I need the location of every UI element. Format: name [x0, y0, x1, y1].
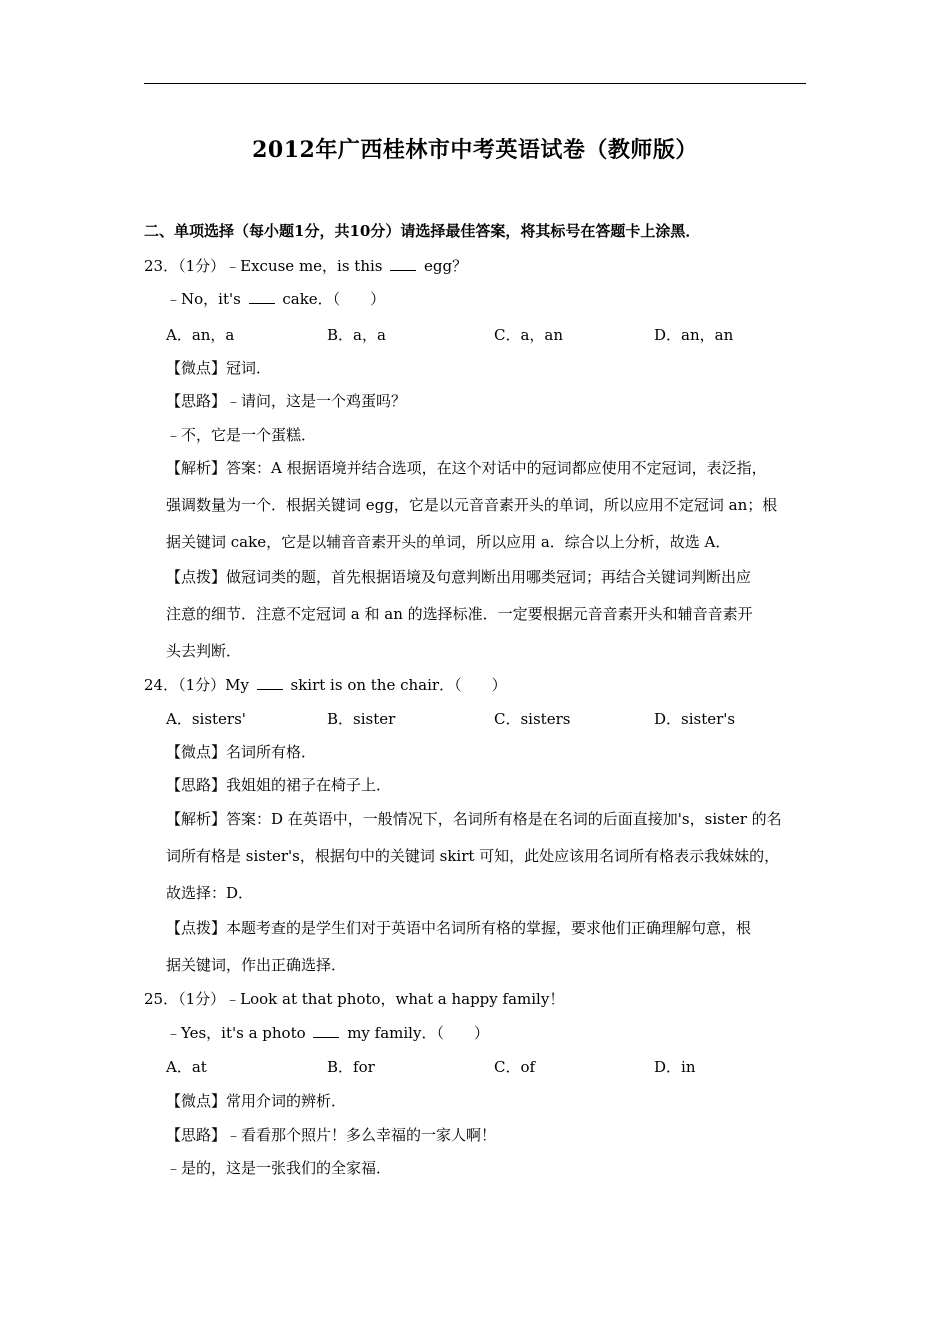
q24-line1 — [144, 675, 507, 695]
q25-option-a: A．at — [166, 1058, 207, 1076]
q25-option-b: B．for — [327, 1058, 375, 1076]
q25-option-c: C．of — [494, 1058, 536, 1076]
q23-line2 — [166, 289, 385, 309]
q25-line2-pre: ﹣Yes，it's a photo — [166, 1024, 311, 1042]
q23-jiexi-2: 强调数量为一个．根据关键词 egg，它是以元音音素开头的单词，所以应用不定冠词 an；根 — [166, 496, 778, 514]
q23-blank-1 — [390, 256, 416, 271]
q24-weidian: 【微点】名词所有格． — [166, 743, 317, 761]
q24-dianbo-2: 据关键词，作出正确选择． — [166, 956, 347, 974]
q23-option-a: A．an，a — [166, 326, 235, 344]
q23-line1-pre: 23．（1分）﹣Excuse me，is this — [144, 257, 388, 275]
q23-line2-post: cake．（ ） — [277, 290, 386, 308]
q24-jiexi-1: 【解析】答案：D 在英语中，一般情况下，名词所有格是在名词的后面直接加's，sister 的名 — [166, 810, 782, 828]
q24-dianbo-1: 【点拨】本题考查的是学生们对于英语中名词所有格的掌握，要求他们正确理解句意，根 — [166, 919, 752, 937]
q23-silu-2: ﹣不，它是一个蛋糕． — [166, 426, 317, 444]
q23-option-d: D．an，an — [654, 326, 734, 344]
q25-line2-post: my family．（ ） — [342, 1024, 489, 1042]
q23-jiexi-3: 据关键词 cake，它是以辅音音素开头的单词，所以应用 a．综合以上分析，故选 A． — [166, 533, 731, 551]
q23-option-c: C．a，an — [494, 326, 564, 344]
q24-jiexi-3: 故选择：D． — [166, 884, 254, 902]
q25-silu-1: 【思路】﹣看看那个照片！多么幸福的一家人啊！ — [166, 1126, 497, 1144]
q25-line2 — [166, 1023, 489, 1043]
q25-silu-2: ﹣是的，这是一张我们的全家福． — [166, 1159, 392, 1177]
q23-blank-2 — [249, 289, 275, 304]
q23-dianbo-3: 头去判断． — [166, 642, 242, 660]
q23-dianbo-2: 注意的细节．注意不定冠词 a 和 an 的选择标准．一定要根据元音音素开头和辅音音素开 — [166, 605, 753, 623]
section-header: 二、单项选择（每小题1分，共10分）请选择最佳答案，将其标号在答题卡上涂黑． — [144, 222, 701, 240]
q23-dianbo-1: 【点拨】做冠词类的题，首先根据语境及句意判断出用哪类冠词；再结合关键词判断出应 — [166, 568, 752, 586]
q24-option-d: D．sister's — [654, 710, 736, 728]
q25-option-d: D．in — [654, 1058, 696, 1076]
q23-silu-1: 【思路】﹣请问，这是一个鸡蛋吗？ — [166, 392, 407, 410]
q23-weidian: 【微点】冠词． — [166, 359, 272, 377]
q25-weidian: 【微点】常用介词的辨析． — [166, 1092, 347, 1110]
top-rule — [144, 83, 806, 84]
q25-line1: 25．（1分）﹣Look at that photo，what a happy family！ — [144, 990, 565, 1008]
q23-line1-post: egg？ — [419, 257, 468, 275]
q24-blank-1 — [257, 675, 283, 690]
page-title: 2012年广西桂林市中考英语试卷（教师版） — [252, 137, 698, 163]
q24-line1-post: skirt is on the chair．（ ） — [285, 676, 507, 694]
q23-line1 — [144, 256, 467, 276]
q23-jiexi-1: 【解析】答案：A 根据语境并结合选项，在这个对话中的冠词都应使用不定冠词，表泛指， — [166, 459, 767, 477]
q24-silu-1: 【思路】我姐姐的裙子在椅子上． — [166, 776, 392, 794]
q24-jiexi-2: 词所有格是 sister's，根据句中的关键词 skirt 可知，此处应该用名词所有格表示我妹妹的， — [166, 847, 780, 865]
q24-option-b: B．sister — [327, 710, 396, 728]
q24-option-a: A．sisters' — [166, 710, 246, 728]
q24-option-c: C．sisters — [494, 710, 571, 728]
q23-line2-pre: ﹣No，it's — [166, 290, 246, 308]
q23-option-b: B．a，a — [327, 326, 386, 344]
q25-blank-1 — [313, 1023, 339, 1038]
q24-line1-pre: 24．（1分）My — [144, 676, 254, 694]
